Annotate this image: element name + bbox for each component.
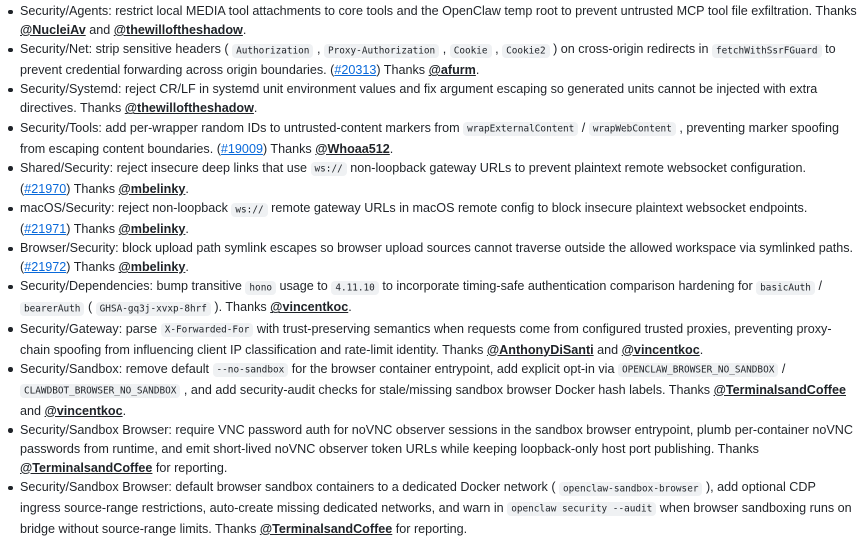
item-text: Security/Gateway: parse bbox=[20, 321, 161, 336]
item-text: / bbox=[814, 279, 822, 294]
inline-code: ws:// bbox=[311, 162, 347, 176]
changelog-item bbox=[6, 277, 857, 319]
item-text: Security/Dependencies: bump transitive bbox=[20, 279, 246, 294]
inline-code: bearerAuth bbox=[20, 302, 84, 316]
user-mention-link[interactable]: @mbelinky bbox=[118, 221, 186, 236]
user-mention-link[interactable]: @TerminalsandCoffee bbox=[259, 521, 393, 536]
inline-code: fetchWithSsrFGuard bbox=[712, 44, 822, 58]
item-text: . bbox=[348, 300, 352, 315]
item-text: Browser/Security: block upload path symlink escapes so browser upload sources cannot traverse outside the allowed workspace via symlinked paths. ( bbox=[20, 241, 854, 275]
item-text: ) Thanks bbox=[66, 221, 119, 236]
item-text: . bbox=[699, 342, 704, 357]
item-text: and bbox=[593, 342, 622, 357]
user-mention-link[interactable]: @mbelinky bbox=[118, 260, 186, 275]
changelog-item bbox=[6, 119, 857, 159]
item-text: remote gateway URLs in macOS remote config to block insecure plaintext websocket endpoints. ( bbox=[20, 201, 808, 236]
inline-code: Cookie bbox=[450, 44, 492, 58]
item-text: ) Thanks bbox=[376, 63, 429, 78]
item-text: macOS/Security: reject non-loopback bbox=[20, 201, 232, 216]
item-text: ), add optional CDP ingress source-range restrictions, auto-create missing dedicated networks, and warn in bbox=[20, 480, 816, 515]
changelog-item bbox=[6, 159, 857, 199]
item-text: Shared/Security: reject insecure deep links that use bbox=[20, 160, 311, 175]
changelog-item bbox=[6, 40, 857, 80]
inline-code: 4.11.10 bbox=[331, 281, 379, 295]
user-mention-link[interactable]: @vincentkoc bbox=[44, 403, 123, 418]
user-mention-link[interactable]: @NucleiAv bbox=[20, 22, 86, 37]
item-text: , preventing marker spoofing from escaping content boundaries. ( bbox=[20, 120, 839, 156]
inline-code: Authorization bbox=[232, 44, 313, 58]
user-mention-link[interactable]: @TerminalsandCoffee bbox=[20, 460, 153, 475]
inline-code: GHSA-gq3j-xvxp-8hrf bbox=[96, 302, 211, 316]
item-text: ) Thanks bbox=[66, 260, 119, 275]
item-text: , bbox=[491, 42, 503, 57]
issue-link[interactable]: #21970 bbox=[24, 181, 67, 196]
item-text: . bbox=[185, 260, 189, 275]
inline-code: openclaw-sandbox-browser bbox=[559, 482, 702, 496]
item-text: / bbox=[778, 361, 786, 376]
item-text: Security/Systemd: reject CR/LF in systemd unit environment values and fix argument escaping so generated units cannot be injected with extra directives. Thanks bbox=[20, 82, 818, 116]
inline-code: wrapWebContent bbox=[589, 122, 676, 136]
item-text: Security/Tools: add per-wrapper random IDs to untrusted-content markers from bbox=[20, 120, 464, 135]
inline-code: X-Forwarded-For bbox=[161, 323, 254, 337]
item-text: ) on cross-origin redirects in bbox=[549, 42, 712, 57]
changelog-item bbox=[6, 199, 857, 239]
inline-code: ws:// bbox=[231, 203, 267, 217]
item-text: . bbox=[185, 221, 189, 236]
user-mention-link[interactable]: @vincentkoc bbox=[270, 300, 349, 315]
item-text: and bbox=[85, 22, 114, 37]
changelog-item bbox=[6, 80, 857, 118]
item-text: Security/Agents: restrict local MEDIA tool attachments to core tools and the OpenClaw temp root to prevent untrusted MCP tool file exfiltration. Thanks bbox=[20, 4, 857, 18]
item-text: . bbox=[253, 101, 258, 116]
item-text: for reporting. bbox=[392, 521, 468, 536]
item-text: non-loopback gateway URLs to prevent plaintext remote websocket configuration. ( bbox=[20, 160, 806, 196]
item-text: to incorporate timing-safe authentication comparison hardening for bbox=[378, 279, 757, 294]
item-text: Security/Sandbox Browser: require VNC password auth for noVNC observer sessions in the sandbox browser entrypoint, plumb per-container noVNC passwords from runtime, and emit short-lived noVNC observer token URLs while keeping loopback-only host port publishing. Thanks bbox=[20, 422, 853, 456]
inline-code: Cookie2 bbox=[502, 44, 550, 58]
item-text: , bbox=[439, 42, 450, 57]
changelog-item bbox=[6, 320, 857, 360]
user-mention-link[interactable]: @mbelinky bbox=[118, 181, 186, 196]
item-text: ) Thanks bbox=[262, 141, 316, 156]
item-text: when browser sandboxing runs on bridge without source-range limits. Thanks bbox=[20, 500, 852, 536]
changelog-item bbox=[6, 239, 857, 277]
changelog-item bbox=[6, 478, 857, 539]
user-mention-link[interactable]: @TerminalsandCoffee bbox=[713, 382, 846, 397]
item-text: usage to bbox=[275, 279, 332, 294]
item-text: , and add security-audit checks for stale/missing sandbox browser Docker hash labels. Thanks bbox=[180, 382, 714, 397]
user-mention-link[interactable]: @vincentkoc bbox=[621, 342, 700, 357]
user-mention-link[interactable]: @thewilloftheshadow bbox=[113, 22, 243, 37]
item-text: . bbox=[475, 63, 480, 78]
item-text: with trust-preserving semantics when requests come from configured trusted proxies, preventing proxy-chain spoofing from influencing client IP classification and rate-limit identity. Thanks bbox=[20, 321, 832, 357]
issue-link[interactable]: #21972 bbox=[24, 260, 67, 275]
user-mention-link[interactable]: @thewilloftheshadow bbox=[124, 101, 254, 116]
issue-link[interactable]: #20313 bbox=[334, 63, 377, 78]
item-text: . bbox=[185, 181, 189, 196]
changelog-item bbox=[6, 360, 857, 421]
item-text: . bbox=[389, 141, 394, 156]
item-text: / bbox=[578, 120, 589, 135]
item-text: . bbox=[242, 22, 247, 37]
item-text: to prevent credential forwarding across origin boundaries. ( bbox=[20, 42, 836, 78]
item-text: . bbox=[122, 403, 127, 418]
issue-link[interactable]: #21971 bbox=[24, 221, 67, 236]
item-text: Security/Sandbox Browser: default browser sandbox containers to a dedicated Docker network ( bbox=[20, 480, 560, 495]
item-text: Security/Net: strip sensitive headers ( bbox=[20, 42, 233, 57]
issue-link[interactable]: #19009 bbox=[220, 141, 263, 156]
inline-code: --no-sandbox bbox=[213, 363, 289, 377]
user-mention-link[interactable]: @Whoaa512 bbox=[315, 141, 390, 156]
item-text: ). Thanks bbox=[210, 300, 271, 315]
item-text: for the browser container entrypoint, add explicit opt-in via bbox=[288, 361, 618, 376]
changelog-item bbox=[6, 421, 857, 478]
item-text: and bbox=[20, 403, 45, 418]
inline-code: OPENCLAW_BROWSER_NO_SANDBOX bbox=[618, 363, 778, 377]
inline-code: CLAWDBOT_BROWSER_NO_SANDBOX bbox=[20, 384, 180, 398]
inline-code: hono bbox=[245, 281, 276, 295]
item-text: Security/Sandbox: remove default bbox=[20, 361, 213, 376]
item-text: ( bbox=[84, 300, 96, 315]
inline-code: wrapExternalContent bbox=[463, 122, 578, 136]
user-mention-link[interactable]: @AnthonyDiSanti bbox=[486, 342, 594, 357]
item-text: , bbox=[313, 42, 324, 57]
changelog-item bbox=[6, 2, 857, 40]
inline-code: basicAuth bbox=[756, 281, 815, 295]
inline-code: openclaw security --audit bbox=[507, 502, 656, 516]
item-text: for reporting. bbox=[152, 460, 228, 475]
user-mention-link[interactable]: @afurm bbox=[428, 63, 476, 78]
inline-code: Proxy-Authorization bbox=[324, 44, 439, 58]
item-text: ) Thanks bbox=[66, 181, 119, 196]
